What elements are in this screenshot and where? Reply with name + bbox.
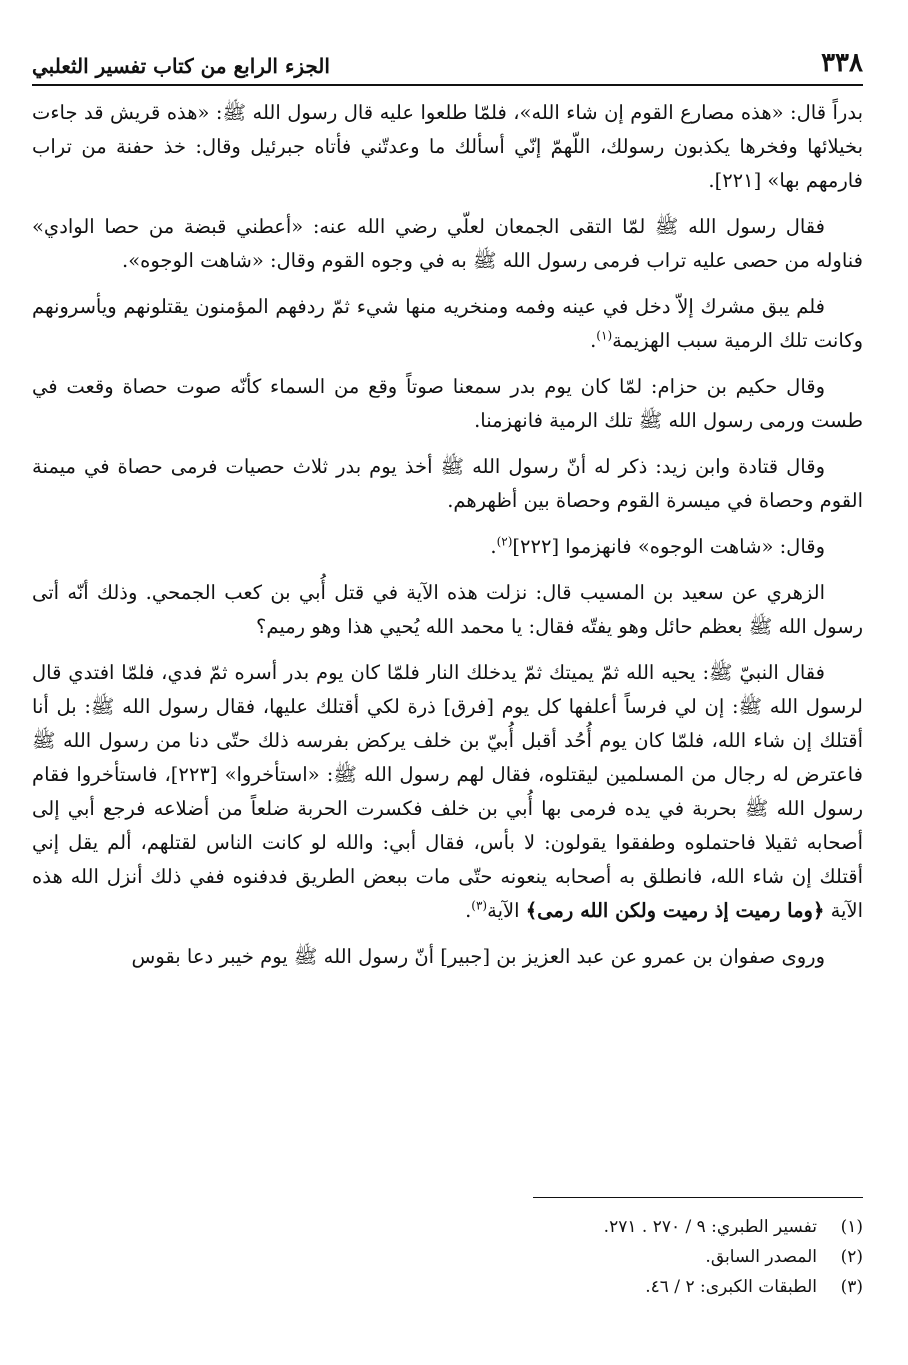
paragraph-6-text: وقال: «شاهت الوجوه» فانهزموا [٢٢٢] [512,535,825,558]
paragraph-3-end: . [590,329,597,352]
paragraph-5: وقال قتادة وابن زيد: ذكر له أنّ رسول الله ﷺ أخذ يوم بدر ثلاث حصيات فرمى حصاة في ميمنة القوم وحصاة في ميسرة القوم وحصاة بين أظهرهم. [32,455,863,512]
footnote-rule [533,1197,863,1198]
paragraph-6-end: . [490,535,497,558]
paragraph-8-after: الآية [487,899,526,922]
paragraph-3 [32,290,863,358]
footnote-text: المصدر السابق. [705,1247,817,1267]
footnote-ref-2: (٢) [496,534,513,549]
page-header [32,40,863,78]
footnote-number: (٢) [840,1247,863,1267]
footnote-3 [32,1272,863,1302]
footnote-text: الطبقات الكبرى: ٢ / ٤٦. [645,1277,817,1297]
footnote-2 [32,1242,863,1272]
paragraph-9: وروى صفوان بن عمرو عن عبد العزيز بن [جبير] أنّ رسول الله ﷺ يوم خيبر دعا بقوس [131,945,825,968]
body-text [32,96,863,986]
running-head: الجزء الرابع من كتاب تفسير الثعلبي [32,54,330,78]
footnotes [32,1212,863,1302]
footnote-number: (١) [840,1217,863,1237]
page-number: ٣٣٨ [821,48,863,78]
footnote-text: تفسير الطبري: ٩ / ٢٧٠ . ٢٧١. [603,1217,817,1237]
paragraph-8 [32,656,863,928]
paragraph-2: فقال رسول الله ﷺ لمّا التقى الجمعان لعلّي رضي الله عنه: «أعطني قبضة من حصا الوادي» فناوله من حصى عليه تراب فرمى رسول الله ﷺ به في وجوه القوم وقال: «شاهت الوجوه». [32,215,863,272]
paragraph-8-text: فقال النبيّ ﷺ: يحيه الله ثمّ يميتك ثمّ يدخلك النار فلمّا كان يوم بدر أسره ثمّ فدي، فلمّا افتدي قال لرسول الله ﷺ: إن لي فرساً أعلفها كل يوم [فرق] ذرة لكي أقتلك عليها، فقال رسول الله ﷺ: بل أنا أقتلك إن شاء الله، فلمّا كان يوم أُحُد أقبل أُبيّ بن خلف يركض بفرسه ذلك حتّى دنا من رسول الله ﷺ فاعترض له رجال من المسلمين ليقتلوه، فقال لهم رسول الله ﷺ: «استأخروا» [٢٢٣]، فاستأخروا فقام رسول الله ﷺ بحربة في يده فرمى بها أُبي بن خلف فكسرت الحربة ضلعاً من أضلاعه فرجع أبي إلى أصحابه ثقيلا فاحتملوه وطفقوا يقولون: لا بأس، فقال أبي: والله لو كانت الناس لقتلهم، ألم يقل إني أقتلك إن شاء الله، فانطلق به أصحابه ينعونه حتّى مات ببعض الطريق فدفنوه ففي ذلك أنزل الله هذه الآية [32,661,863,922]
paragraph-1: بدراً قال: «هذه مصارع القوم إن شاء الله»، فلمّا طلعوا عليه قال رسول الله ﷺ: «هذه قريش قد جاءت بخيلائها وفخرها يكذبون رسولك، اللّهمّ إنّي أسألك ما وعدتّني فأتاه جبرئيل وقال: خذ حفنة من تراب فارمهم بها» [٢٢١]. [32,101,863,192]
header-rule [32,84,863,86]
paragraph-7: الزهري عن سعيد بن المسيب قال: نزلت هذه الآية في قتل أُبي بن كعب الجمحي. وذلك أنّه أتى رسول الله ﷺ بعظم حائل وهو يفتّه فقال: يا محمد الله يُحيي هذا وهو رميم؟ [32,581,863,638]
footnote-1 [32,1212,863,1242]
footnote-ref-1: (١) [596,328,613,343]
paragraph-4: وقال حكيم بن حزام: لمّا كان يوم بدر سمعنا صوتاً وقع من السماء كأنّه صوت حصاة وقعت في طست ورمى رسول الله ﷺ تلك الرمية فانهزمنا. [32,375,863,432]
footnote-ref-3: (٣) [471,898,488,913]
footnote-number: (٣) [840,1277,863,1297]
paragraph-3-text: فلم يبق مشرك إلاّ دخل في عينه وفمه ومنخريه منها شيء ثمّ ردفهم المؤمنون يقتلونهم ويأسرونهم وكانت تلك الرمية سبب الهزيمة [32,295,863,352]
paragraph-8-end: . [465,899,472,922]
quran-verse: ﴿وما رميت إذ رميت ولكن الله رمى﴾ [525,899,825,922]
paragraph-6 [32,530,863,564]
